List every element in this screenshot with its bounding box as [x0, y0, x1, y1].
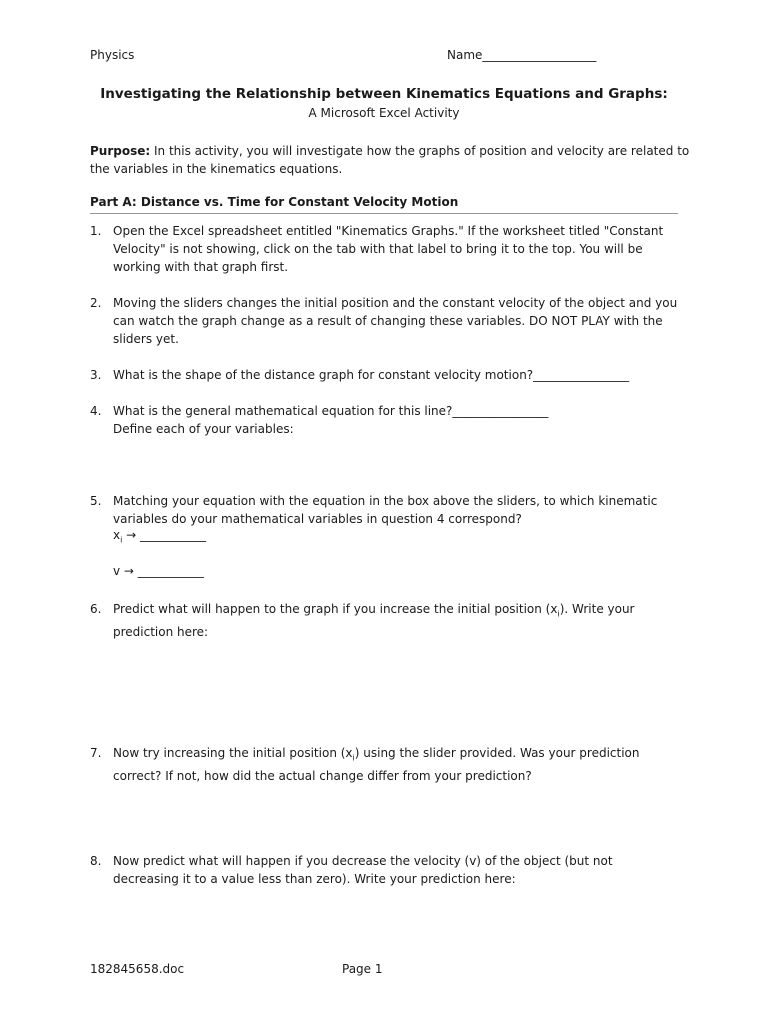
subject-label: Physics	[90, 48, 135, 62]
footer-page-number: Page 1	[342, 962, 383, 976]
question-number: 8.	[90, 854, 102, 868]
document-subtitle: A Microsoft Excel Activity	[308, 106, 460, 120]
purpose-label: Purpose:	[90, 144, 151, 158]
question-4	[90, 402, 680, 438]
name-field-label: Name___________________	[447, 48, 597, 62]
v-answer-line: v → ___________	[113, 564, 204, 578]
question-text: What is the general mathematical equation for this line?________________	[113, 404, 549, 418]
question-number: 2.	[90, 296, 102, 310]
question-3	[90, 366, 680, 384]
question-text: What is the shape of the distance graph for constant velocity motion?________________	[113, 368, 630, 382]
define-variables-prompt: Define each of your variables:	[113, 422, 294, 436]
question-number: 4.	[90, 404, 102, 418]
question-text: Matching your equation with the equation in the box above the sliders, to which kinematic variables do your mathematical variables in question 4 correspond?	[113, 494, 658, 526]
question-text: Now try increasing the initial position $(x_i)$ using the slider provided. Was your prediction correct? If not, how did the actual change differ from your prediction?	[113, 746, 640, 784]
question-2	[90, 294, 680, 348]
question-6	[90, 600, 680, 641]
xi-blank: → ___________	[122, 528, 207, 542]
document-title: Investigating the Relationship between Kinematics Equations and Graphs:	[100, 86, 668, 102]
purpose-paragraph	[90, 142, 690, 178]
question-8	[90, 852, 680, 888]
purpose-text: In this activity, you will investigate how the graphs of position and velocity are related to the variables in the kinematics equations.	[90, 144, 690, 176]
question-number: 1.	[90, 224, 102, 238]
question-7	[90, 744, 680, 785]
question-text: Now predict what will happen if you decrease the velocity (v) of the object (but not decreasing it to a value less than zero). Write your prediction here:	[113, 854, 613, 886]
question-number: 5.	[90, 494, 102, 508]
question-number: 6.	[90, 602, 102, 616]
xi-variable: x	[113, 528, 121, 542]
xi-subscript: i	[120, 535, 123, 545]
question-number: 7.	[90, 746, 102, 760]
question-text: Open the Excel spreadsheet entitled "Kinematics Graphs." If the worksheet titled "Constant Velocity" is not showing, click on the tab with that label to bring it to the top. You will be working with that graph first.	[113, 224, 664, 274]
question-number: 3.	[90, 368, 102, 382]
question-text: Predict what will happen to the graph if you increase the initial position $(x_i)$. Write your prediction here:	[113, 602, 635, 640]
xi-answer-line	[113, 528, 206, 544]
question-1	[90, 222, 680, 276]
question-text: Moving the sliders changes the initial position and the constant velocity of the object and you can watch the graph change as a result of changing these variables. DO NOT PLAY with the sliders yet.	[113, 296, 678, 346]
section-divider	[90, 213, 678, 214]
question-5	[90, 492, 680, 528]
footer-doc-id: 182845658.doc	[90, 962, 185, 976]
part-a-heading: Part A: Distance vs. Time for Constant Velocity Motion	[90, 195, 459, 209]
